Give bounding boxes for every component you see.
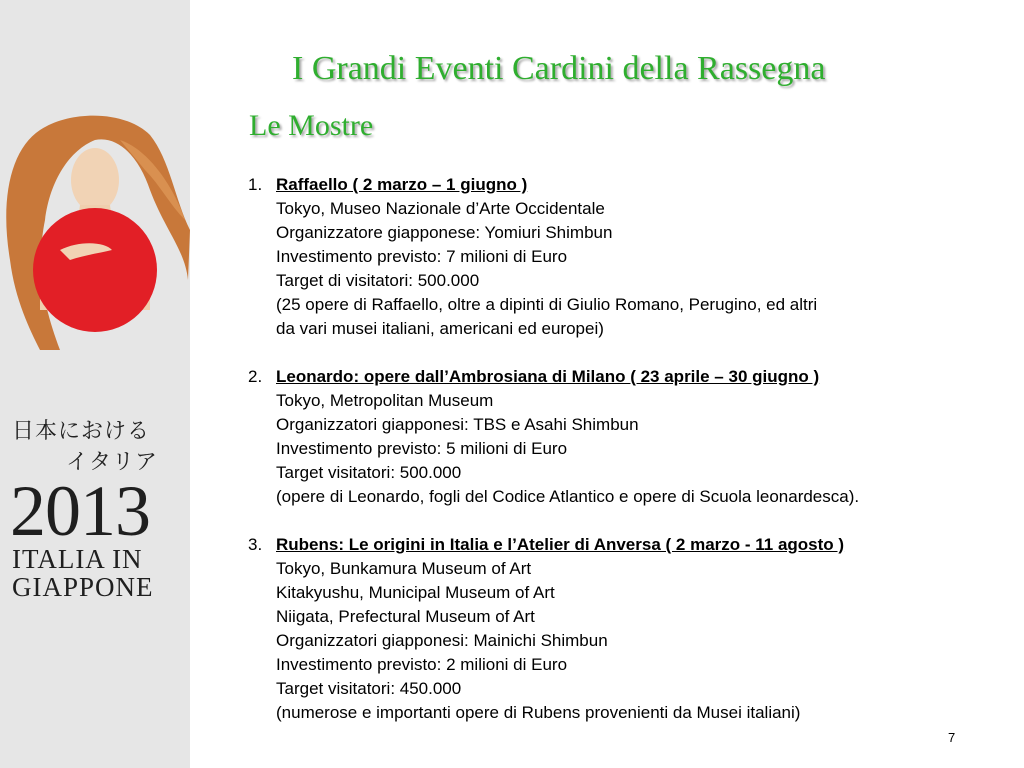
detail-line: Target di visitatori: 500.000: [276, 271, 480, 290]
detail-line: Organizzatore giapponese: Yomiuri Shimbun: [276, 223, 613, 242]
detail-line: Organizzatori giapponesi: TBS e Asahi Shimbun: [276, 415, 639, 434]
detail-line: da vari musei italiani, americani ed europei): [276, 319, 604, 338]
year-label: 2013: [10, 471, 150, 551]
brand-line2: GIAPPONE: [12, 572, 154, 602]
detail-line: (opere di Leonardo, fogli del Codice Atlantico e opere di Scuola leonardesca).: [276, 487, 860, 506]
detail-line: (25 opere di Raffaello, oltre a dipinti di Giulio Romano, Perugino, ed altri: [276, 295, 818, 314]
exhibition-item: [248, 533, 1008, 725]
detail-line: (numerose e importanti opere di Rubens provenienti da Musei italiani): [276, 703, 801, 722]
sidebar: [0, 0, 190, 768]
exhibition-heading: Rubens: Le origini in Italia e l’Atelier di Anversa ( 2 marzo - 11 agosto ): [276, 535, 845, 554]
detail-line: Target visitatori: 500.000: [276, 463, 462, 482]
exhibition-item: [248, 365, 1008, 509]
item-number: 1.: [248, 175, 263, 194]
detail-line: Investimento previsto: 2 milioni di Euro: [276, 655, 568, 674]
page-number: 7: [948, 730, 956, 745]
detail-line: Tokyo, Metropolitan Museum: [276, 391, 494, 410]
detail-line: Investimento previsto: 5 milioni di Euro: [276, 439, 568, 458]
exhibition-heading: Leonardo: opere dall’Ambrosiana di Milano ( 23 aprile – 30 giugno ): [276, 367, 820, 386]
exhibition-list: [248, 173, 1008, 749]
venus-red-sun-logo: [0, 110, 190, 370]
detail-line: Tokyo, Bunkamura Museum of Art: [276, 559, 532, 578]
item-number: 2.: [248, 367, 263, 386]
detail-line: Tokyo, Museo Nazionale d’Arte Occidentale: [276, 199, 605, 218]
detail-line: Kitakyushu, Municipal Museum of Art: [276, 583, 555, 602]
exhibition-heading-row: [248, 173, 1008, 197]
exhibition-heading: Raffaello ( 2 marzo – 1 giugno ): [276, 175, 528, 194]
japanese-title-line1: 日本における: [12, 419, 151, 444]
exhibition-heading-row: [248, 365, 1008, 389]
exhibition-heading-row: [248, 533, 1008, 557]
brand-line1: ITALIA IN: [12, 544, 143, 574]
detail-line: Organizzatori giapponesi: Mainichi Shimbun: [276, 631, 608, 650]
detail-line: Investimento previsto: 7 milioni di Euro: [276, 247, 568, 266]
slide-title: I Grandi Eventi Cardini della Rassegna: [292, 50, 826, 87]
slide-subtitle: Le Mostre: [249, 109, 374, 142]
item-number: 3.: [248, 535, 263, 554]
exhibition-item: [248, 173, 1008, 341]
detail-line: Niigata, Prefectural Museum of Art: [276, 607, 535, 626]
japanese-title-line2: イタリア: [65, 450, 158, 475]
detail-line: Target visitatori: 450.000: [276, 679, 462, 698]
